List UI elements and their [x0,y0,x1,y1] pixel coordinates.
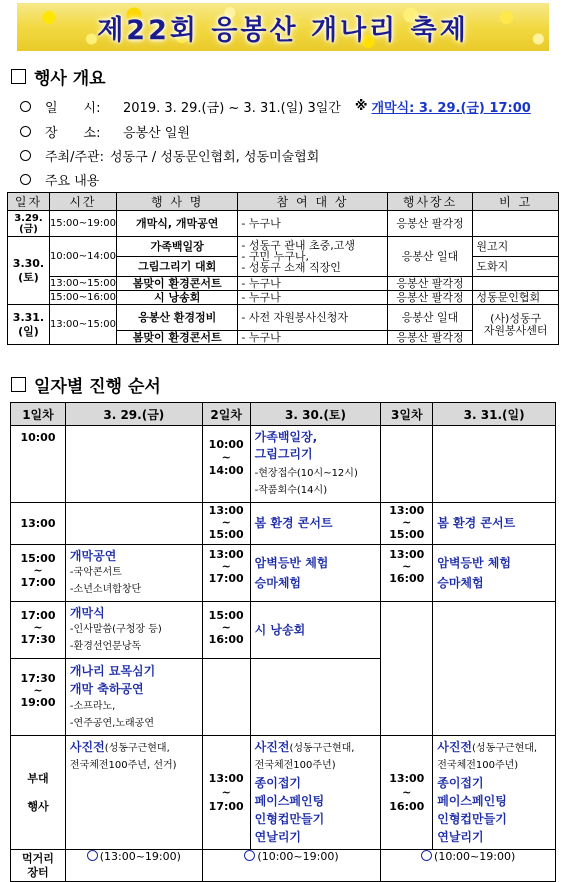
time-cell: 17:30 ~ 19:00 [11,659,66,736]
event-title: 암벽등반 체험 승마체험 [254,556,329,590]
table-row [11,503,556,545]
time-cell [202,659,250,736]
time-cell: 13:00 ~ 17:00 [202,545,250,602]
event-cell: 봄맞이 환경콘서트 [116,277,237,291]
event-title: 개나리 묘목심기 개막 축하공연 [69,664,156,696]
event-cell [433,503,556,545]
time-cell: 먹거리 장터 [11,850,66,882]
circle-icon [421,850,432,861]
time-cell: 13:00 ~ 16:00 [381,736,433,850]
header-cell: 일자 [8,193,50,211]
section-title: 일자별 진행 순서 [34,377,161,397]
item-label: 주최/주관: [45,150,104,165]
event-title: 사진전 [437,740,473,754]
item-value: 응봉산 일원 [123,126,190,141]
event-cell [250,545,381,602]
daily-schedule-table [10,402,556,882]
event-cell: 개막식, 개막공연 [116,211,237,237]
table-row [8,237,559,257]
table-row [8,211,559,237]
event-title: 암벽등반 체험 승마체험 [437,556,511,590]
time-cell [381,602,433,736]
header-cell: 행 사 명 [116,193,237,211]
time-cell: 13:00 ~ 15:00 [202,503,250,545]
overview-item-content [20,170,99,189]
time-cell: 17:00 ~ 17:30 [11,602,66,659]
event-title: 개막공연 [69,549,117,563]
header-cell: 시간 [49,193,116,211]
event-cell [65,426,202,503]
page-title: 제22회 응봉산 개나리 축제 [97,14,469,46]
event-cell [250,602,381,659]
circle-bullet-icon [20,101,31,112]
place-cell: 응봉산 일대 [387,305,473,331]
note-cell: 도화지 [473,257,559,277]
date-cell: 3.31. (일) [8,305,50,345]
time-cell: 13:00~15:00 [49,305,116,345]
event-detail: -국악콘서트 -소년소녀합창단 [69,567,142,595]
event-cell [433,426,556,503]
target-cell: - 누구나 [238,211,387,237]
table-row [8,277,559,291]
table-row [11,426,556,503]
note-cell [473,277,559,291]
circle-icon [87,850,98,861]
title-banner [17,3,549,51]
food-market-cell [202,850,381,882]
overview-item-date [20,97,531,116]
table-row [8,305,559,331]
event-title: 시 낭송회 [254,622,306,637]
event-cell: 봄맞이 환경콘서트 [116,331,237,345]
time-cell: 15:00~19:00 [49,211,116,237]
event-cell [250,659,381,736]
circle-bullet-icon [20,174,31,185]
time-cell: 10:00 ~ 14:00 [202,426,250,503]
event-detail: -현장접수(10시~12시) -작품회수(14시) [254,468,358,496]
header-cell: 3. 29.(금) [65,403,202,426]
time-cell: 15:00 ~ 17:00 [11,545,66,602]
time-cell: 15:00 ~ 16:00 [202,602,250,659]
section-daily-heading [11,372,161,397]
table-row [11,602,556,659]
time-cell: 13:00 ~ 16:00 [381,545,433,602]
event-cell [433,602,556,736]
item-label: 주요 내용 [45,174,100,189]
event-detail: -인사말씀(구청장 등) -환경선언문낭독 [69,624,162,652]
table-row [11,850,556,882]
event-cell [65,503,202,545]
circle-bullet-icon [20,126,31,137]
daily-header-row [11,403,556,426]
event-cell [250,503,381,545]
circle-bullet-icon [20,150,31,161]
section-overview-heading [11,64,106,89]
target-cell: - 성동구 관내 초중,고생 - 구민 누구나, - 성동구 소재 직장인 [238,237,387,277]
header-cell: 1일차 [11,403,66,426]
event-title: 사진전 [69,740,105,754]
item-label: 장 소: [45,126,101,141]
time-cell: 10:00 [11,426,66,503]
event-cell: 시 낭송회 [116,291,237,305]
header-cell: 3. 30.(토) [250,403,381,426]
header-cell: 3일차 [381,403,433,426]
item-value: 성동구 / 성동문인협회, 성동미술협회 [110,150,320,165]
event-cell [433,736,556,850]
time-cell: 15:00~16:00 [49,291,116,303]
square-bullet-icon [11,69,26,84]
header-cell: 2일차 [202,403,250,426]
overview-item-place [20,122,190,141]
section-title: 행사 개요 [34,69,106,89]
table-row [11,736,556,850]
overview-item-host [20,146,319,165]
item-value: 2019. 3. 29.(금) ~ 3. 31.(일) 3일간 [123,101,341,116]
note-mark: ※ [354,99,368,114]
event-cell [65,545,202,602]
target-cell: - 누구나 [238,277,387,291]
event-title: 봄 환경 콘서트 [437,516,516,530]
place-cell: 응봉산 팔각정 [387,211,473,237]
time-cell: 부대 행사 [11,736,66,850]
event-title: 사진전 [254,740,290,754]
event-detail: (성동구근현대, 전국체전100주년, 선거) [69,743,177,771]
note-cell: 성동문인협회 [473,291,559,305]
event-title: 개막식 [69,606,105,620]
note-cell: 원고지 [473,237,559,257]
market-hours: (13:00~19:00) [99,850,181,863]
event-cell: 그림그리기 대회 [116,257,237,277]
event-detail: (성동구근현대, 전국체전100주년) [254,743,355,771]
time-cell [381,426,433,503]
date-cell: 3.29. (금) [8,211,50,237]
event-cell: 응봉산 환경정비 [116,305,237,331]
header-cell: 행사장소 [387,193,473,211]
target-cell: - 누구나 [238,331,387,345]
market-hours: (10:00~19:00) [257,850,339,863]
header-cell: 비 고 [473,193,559,211]
event-cell [433,545,556,602]
event-cell: 가족백일장 [116,237,237,257]
time-cell: 13:00~15:00 [49,277,116,289]
event-cell [250,736,381,850]
opening-note: 개막식: 3. 29.(금) 17:00 [371,101,531,116]
event-title: 봄 환경 콘서트 [254,516,333,530]
time-cell: 13:00 ~ 15:00 [381,503,433,545]
event-list: 종이접기 페이스페인팅 인형컵만들기 연날리기 [254,776,325,844]
food-market-cell [65,850,202,882]
event-cell [65,659,202,736]
item-label: 일 시: [45,101,101,116]
header-cell: 참 여 대 상 [238,193,387,211]
market-hours: (10:00~19:00) [434,850,516,863]
place-cell: 응봉산 팔각정 [387,291,473,305]
event-title: 가족백일장, 그림그리기 [254,430,318,461]
event-cell [250,426,381,503]
time-cell: 10:00~14:00 [49,237,116,277]
note-cell: (사)성동구 자원봉사센터 [473,305,559,345]
place-cell: 응봉산 팔각정 [387,277,473,291]
event-list: 종이접기 페이스페인팅 인형컵만들기 연날리기 [437,776,507,844]
event-detail: (성동구근현대, 전국체전100주년) [437,743,538,771]
summary-table [7,192,559,345]
event-detail: -소프라노, -연주공연,노래공연 [69,701,154,729]
event-cell [65,602,202,659]
table-row [8,291,559,305]
date-cell: 3.30. (토) [8,237,50,305]
event-cell [65,736,202,850]
target-cell: - 사전 자원봉사신청자 [238,305,387,331]
place-cell: 응봉산 일대 [387,237,473,277]
target-cell: - 누구나 [238,291,387,305]
header-cell: 3. 31.(일) [433,403,556,426]
place-cell: 응봉산 팔각정 [387,331,473,345]
food-market-cell [381,850,556,882]
square-bullet-icon [11,377,26,392]
time-cell: 13:00 ~ 17:00 [202,736,250,850]
table-row [11,545,556,602]
summary-header-row [8,193,559,211]
time-cell: 13:00 [11,503,66,545]
circle-icon [244,850,255,861]
note-cell [473,211,559,237]
